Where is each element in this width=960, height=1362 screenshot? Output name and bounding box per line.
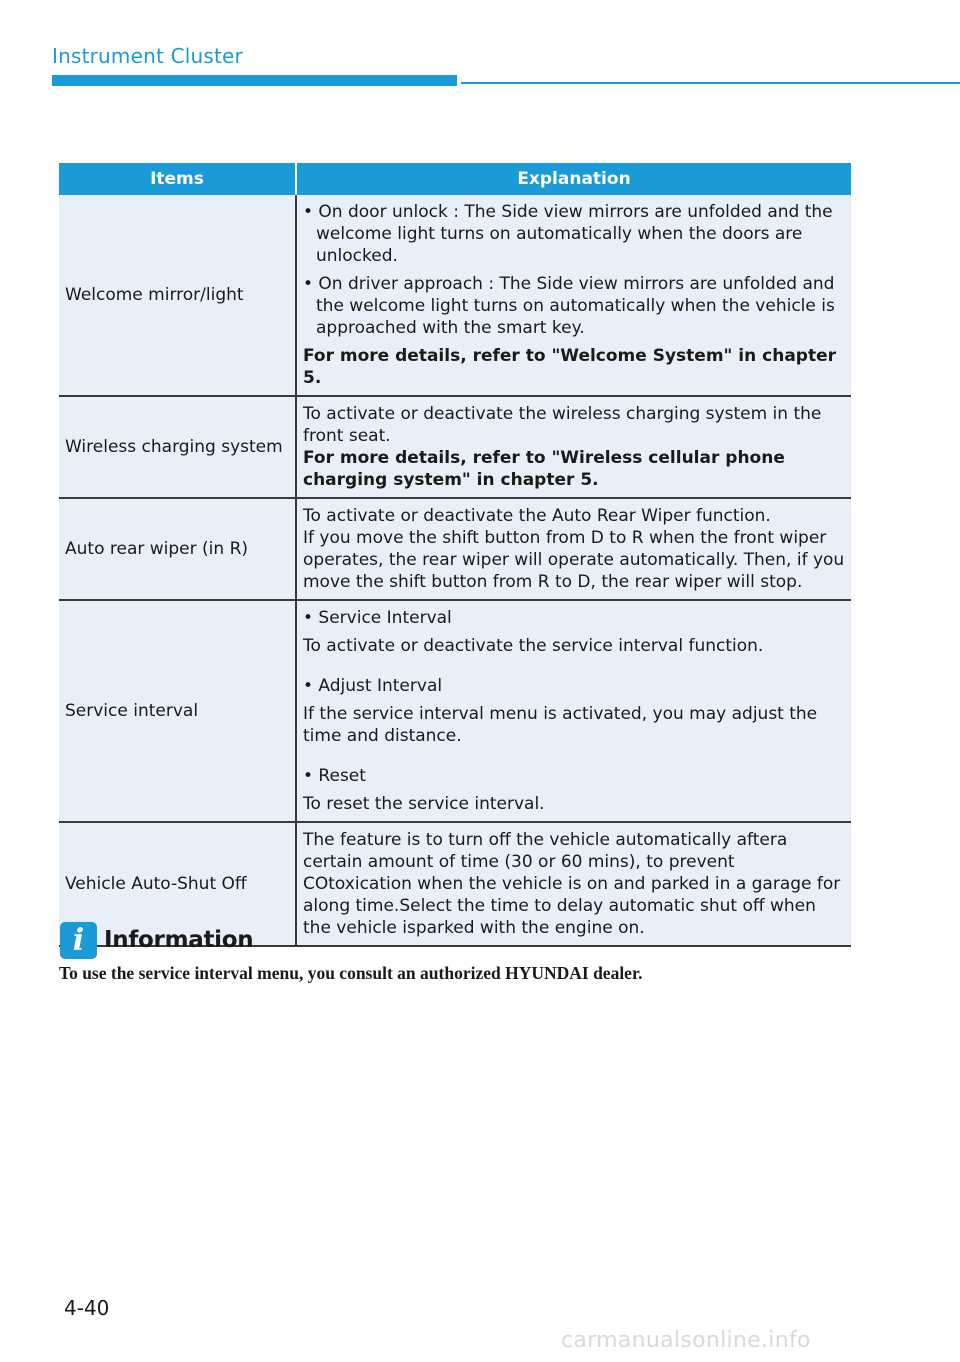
column-header-items: Items [59,163,296,195]
service-label-interval: • Service Interval [303,608,452,628]
wiper-line-2: If you move the shift button from D to R when the front wiper operates, the rear wiper will operate automatically. Then, if you move the shift button from R to D, the rear wiper will stop. [303,528,845,592]
explanation-service [296,600,851,822]
item-name-service: Service interval [59,600,296,822]
welcome-reference: For more details, refer to "Welcome System" in chapter 5. [303,346,837,388]
item-name-wireless: Wireless charging system [59,396,296,498]
service-text-adjust: If the service interval menu is activated, you may adjust the time and distance. [303,704,818,746]
shutoff-text: The feature is to turn off the vehicle automatically aftera certain amount of time (30 or 60 mins), to prevent COtoxication when the vehicle is on and parked in a garage for along time.Select the time to delay automatic shut off when the vehicle isparked with the engine on. [303,830,841,938]
info-icon: i [60,922,97,959]
welcome-bullet-driver-approach: • On driver approach : The Side view mirrors are unfolded and the welcome light turns on automatically when the vehicle is approached with the smart key. [303,274,835,338]
page-number: 4-40 [64,1296,110,1320]
wireless-reference: For more details, refer to "Wireless cellular phone charging system" in chapter 5. [303,448,785,490]
table-row [59,396,851,498]
settings-table [59,163,851,947]
wiper-line-1: To activate or deactivate the Auto Rear Wiper function. [303,506,771,526]
section-title: Instrument Cluster [52,44,243,68]
explanation-wireless [296,396,851,498]
item-name-welcome: Welcome mirror/light [59,195,296,396]
header-rule-thick [52,75,457,86]
service-label-adjust: • Adjust Interval [303,676,443,696]
watermark: carmanualsonline.info [561,1328,811,1353]
information-title: Information [104,927,254,953]
service-label-reset: • Reset [303,766,366,786]
table-header-row [59,163,851,195]
header-rule-thin [461,82,960,84]
table-row [59,195,851,396]
information-heading [60,920,253,960]
item-name-wiper: Auto rear wiper (in R) [59,498,296,600]
service-text-interval: To activate or deactivate the service interval function. [303,636,764,656]
wireless-text: To activate or deactivate the wireless charging system in the front seat. [303,404,822,446]
column-header-explanation: Explanation [296,163,851,195]
service-text-reset: To reset the service interval. [303,794,545,814]
welcome-bullet-door-unlock: • On door unlock : The Side view mirrors are unfolded and the welcome light turns on automatically when the doors are unlocked. [303,202,833,266]
explanation-welcome [296,195,851,396]
explanation-wiper [296,498,851,600]
explanation-shutoff [296,822,851,946]
table-row [59,498,851,600]
table-row [59,600,851,822]
information-text: To use the service interval menu, you consult an authorized HYUNDAI dealer. [59,963,643,983]
item-name-shutoff: Vehicle Auto-Shut Off [59,822,296,946]
